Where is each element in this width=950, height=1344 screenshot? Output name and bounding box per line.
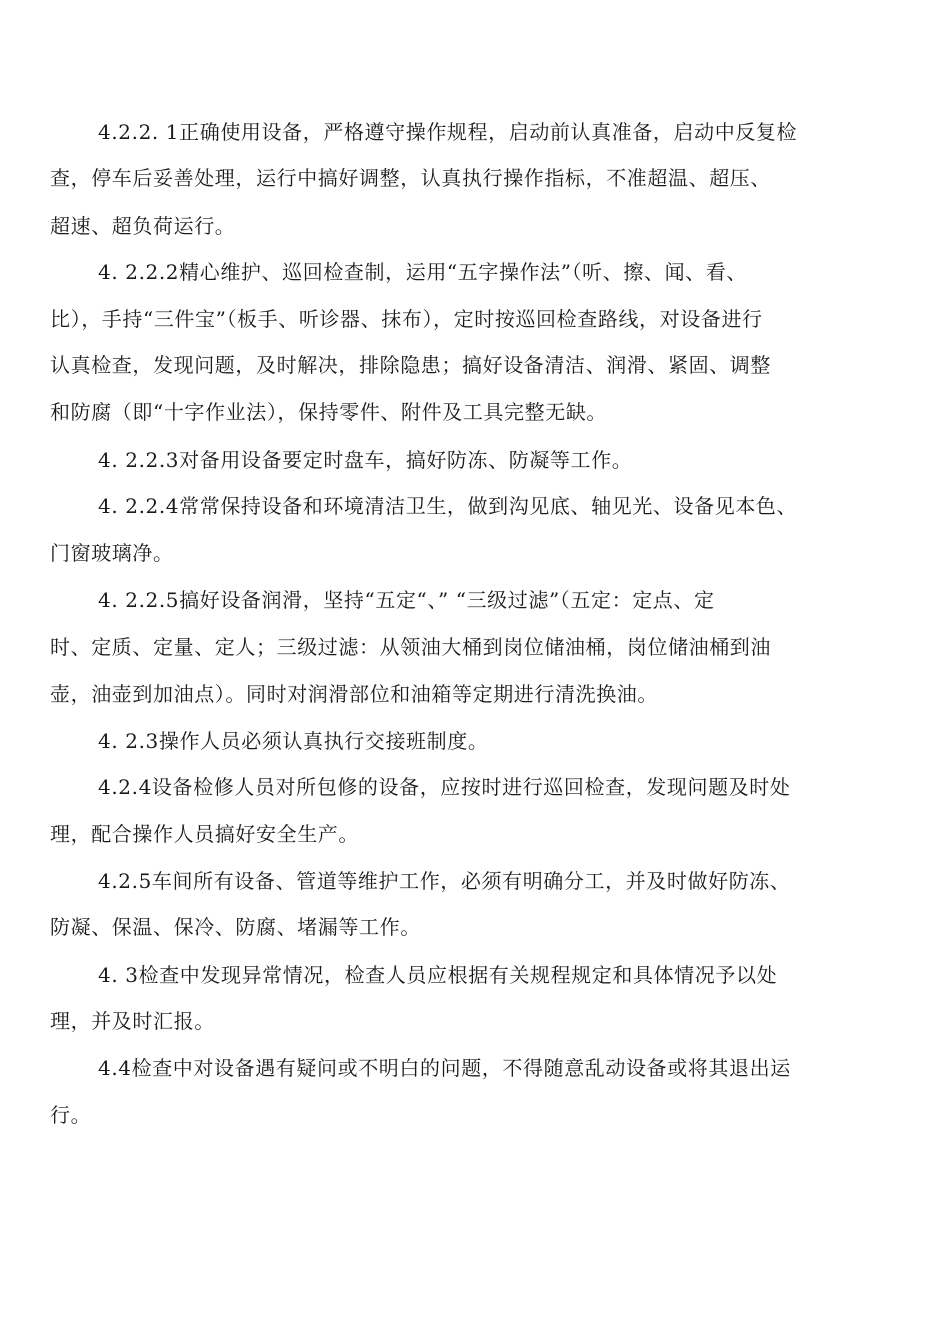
paragraph-4-2-2-5-line-2: 时、定质、定量、定人；三级过滤：从领油大桶到岗位储油桶，岗位储油桶到油 bbox=[50, 635, 771, 659]
paragraph-4-3-line-2: 理，并及时汇报。 bbox=[50, 1009, 215, 1033]
paragraph-4-2-2-5-line-3: 壶，油壶到加油点）。同时对润滑部位和油箱等定期进行清洗换油。 bbox=[50, 682, 658, 706]
paragraph-4-3-line-1: 4. 3检查中发现异常情况，检查人员应根据有关规程规定和具体情况予以处 bbox=[98, 963, 778, 987]
paragraph-4-4-line-2: 行。 bbox=[50, 1103, 92, 1127]
paragraph-4-2-2-2-line-4: 和防腐（即“十字作业法），保持零件、附件及工具完整无缺。 bbox=[50, 400, 608, 424]
paragraph-4-2-2-2-line-2: 比），手持“三件宝”（板手、听诊器、抹布），定时按巡回检查路线，对设备进行 bbox=[50, 307, 763, 331]
paragraph-4-2-4-line-1: 4.2.4设备检修人员对所包修的设备，应按时进行巡回检查，发现问题及时处 bbox=[98, 775, 791, 799]
paragraph-4-2-2-2-line-1: 4. 2.2.2精心维护、巡回检查制，运用“五字操作法”（听、擦、闻、看、 bbox=[98, 260, 747, 284]
paragraph-4-2-2-4-line-2: 门窗玻璃净。 bbox=[50, 541, 174, 565]
paragraph-4-2-5-line-1: 4.2.5车间所有设备、管道等维护工作，必须有明确分工，并及时做好防冻、 bbox=[98, 869, 791, 893]
paragraph-4-2-4-line-2: 理，配合操作人员搞好安全生产。 bbox=[50, 822, 359, 846]
paragraph-4-4-line-1: 4.4检查中对设备遇有疑问或不明白的问题，不得随意乱动设备或将其退出运 bbox=[98, 1056, 791, 1080]
paragraph-4-2-2-3-line-1: 4. 2.2.3对备用设备要定时盘车，搞好防冻、防凝等工作。 bbox=[98, 448, 633, 472]
paragraph-4-2-2-1-line-2: 查，停车后妥善处理，运行中搞好调整，认真执行操作指标，不准超温、超压、 bbox=[50, 166, 771, 190]
paragraph-4-2-2-2-line-3: 认真检查，发现问题，及时解决，排除隐患；搞好设备清洁、润滑、紧固、调整 bbox=[50, 353, 771, 377]
paragraph-4-2-2-5-line-1: 4. 2.2.5搞好设备润滑，坚持“五定“、” “三级过滤”（五定：定点、定 bbox=[98, 588, 715, 612]
paragraph-4-2-5-line-2: 防凝、保温、保冷、防腐、堵漏等工作。 bbox=[50, 915, 421, 939]
paragraph-4-2-3-line-1: 4. 2.3操作人员必须认真执行交接班制度。 bbox=[98, 729, 489, 753]
paragraph-4-2-2-1-line-1: 4.2.2. 1正确使用设备，严格遵守操作规程，启动前认真准备，启动中反复检 bbox=[98, 120, 798, 144]
paragraph-4-2-2-1-line-3: 超速、超负荷运行。 bbox=[50, 214, 236, 238]
paragraph-4-2-2-4-line-1: 4. 2.2.4常常保持设备和环境清洁卫生，做到沟见底、轴见光、设备见本色、 bbox=[98, 494, 798, 518]
